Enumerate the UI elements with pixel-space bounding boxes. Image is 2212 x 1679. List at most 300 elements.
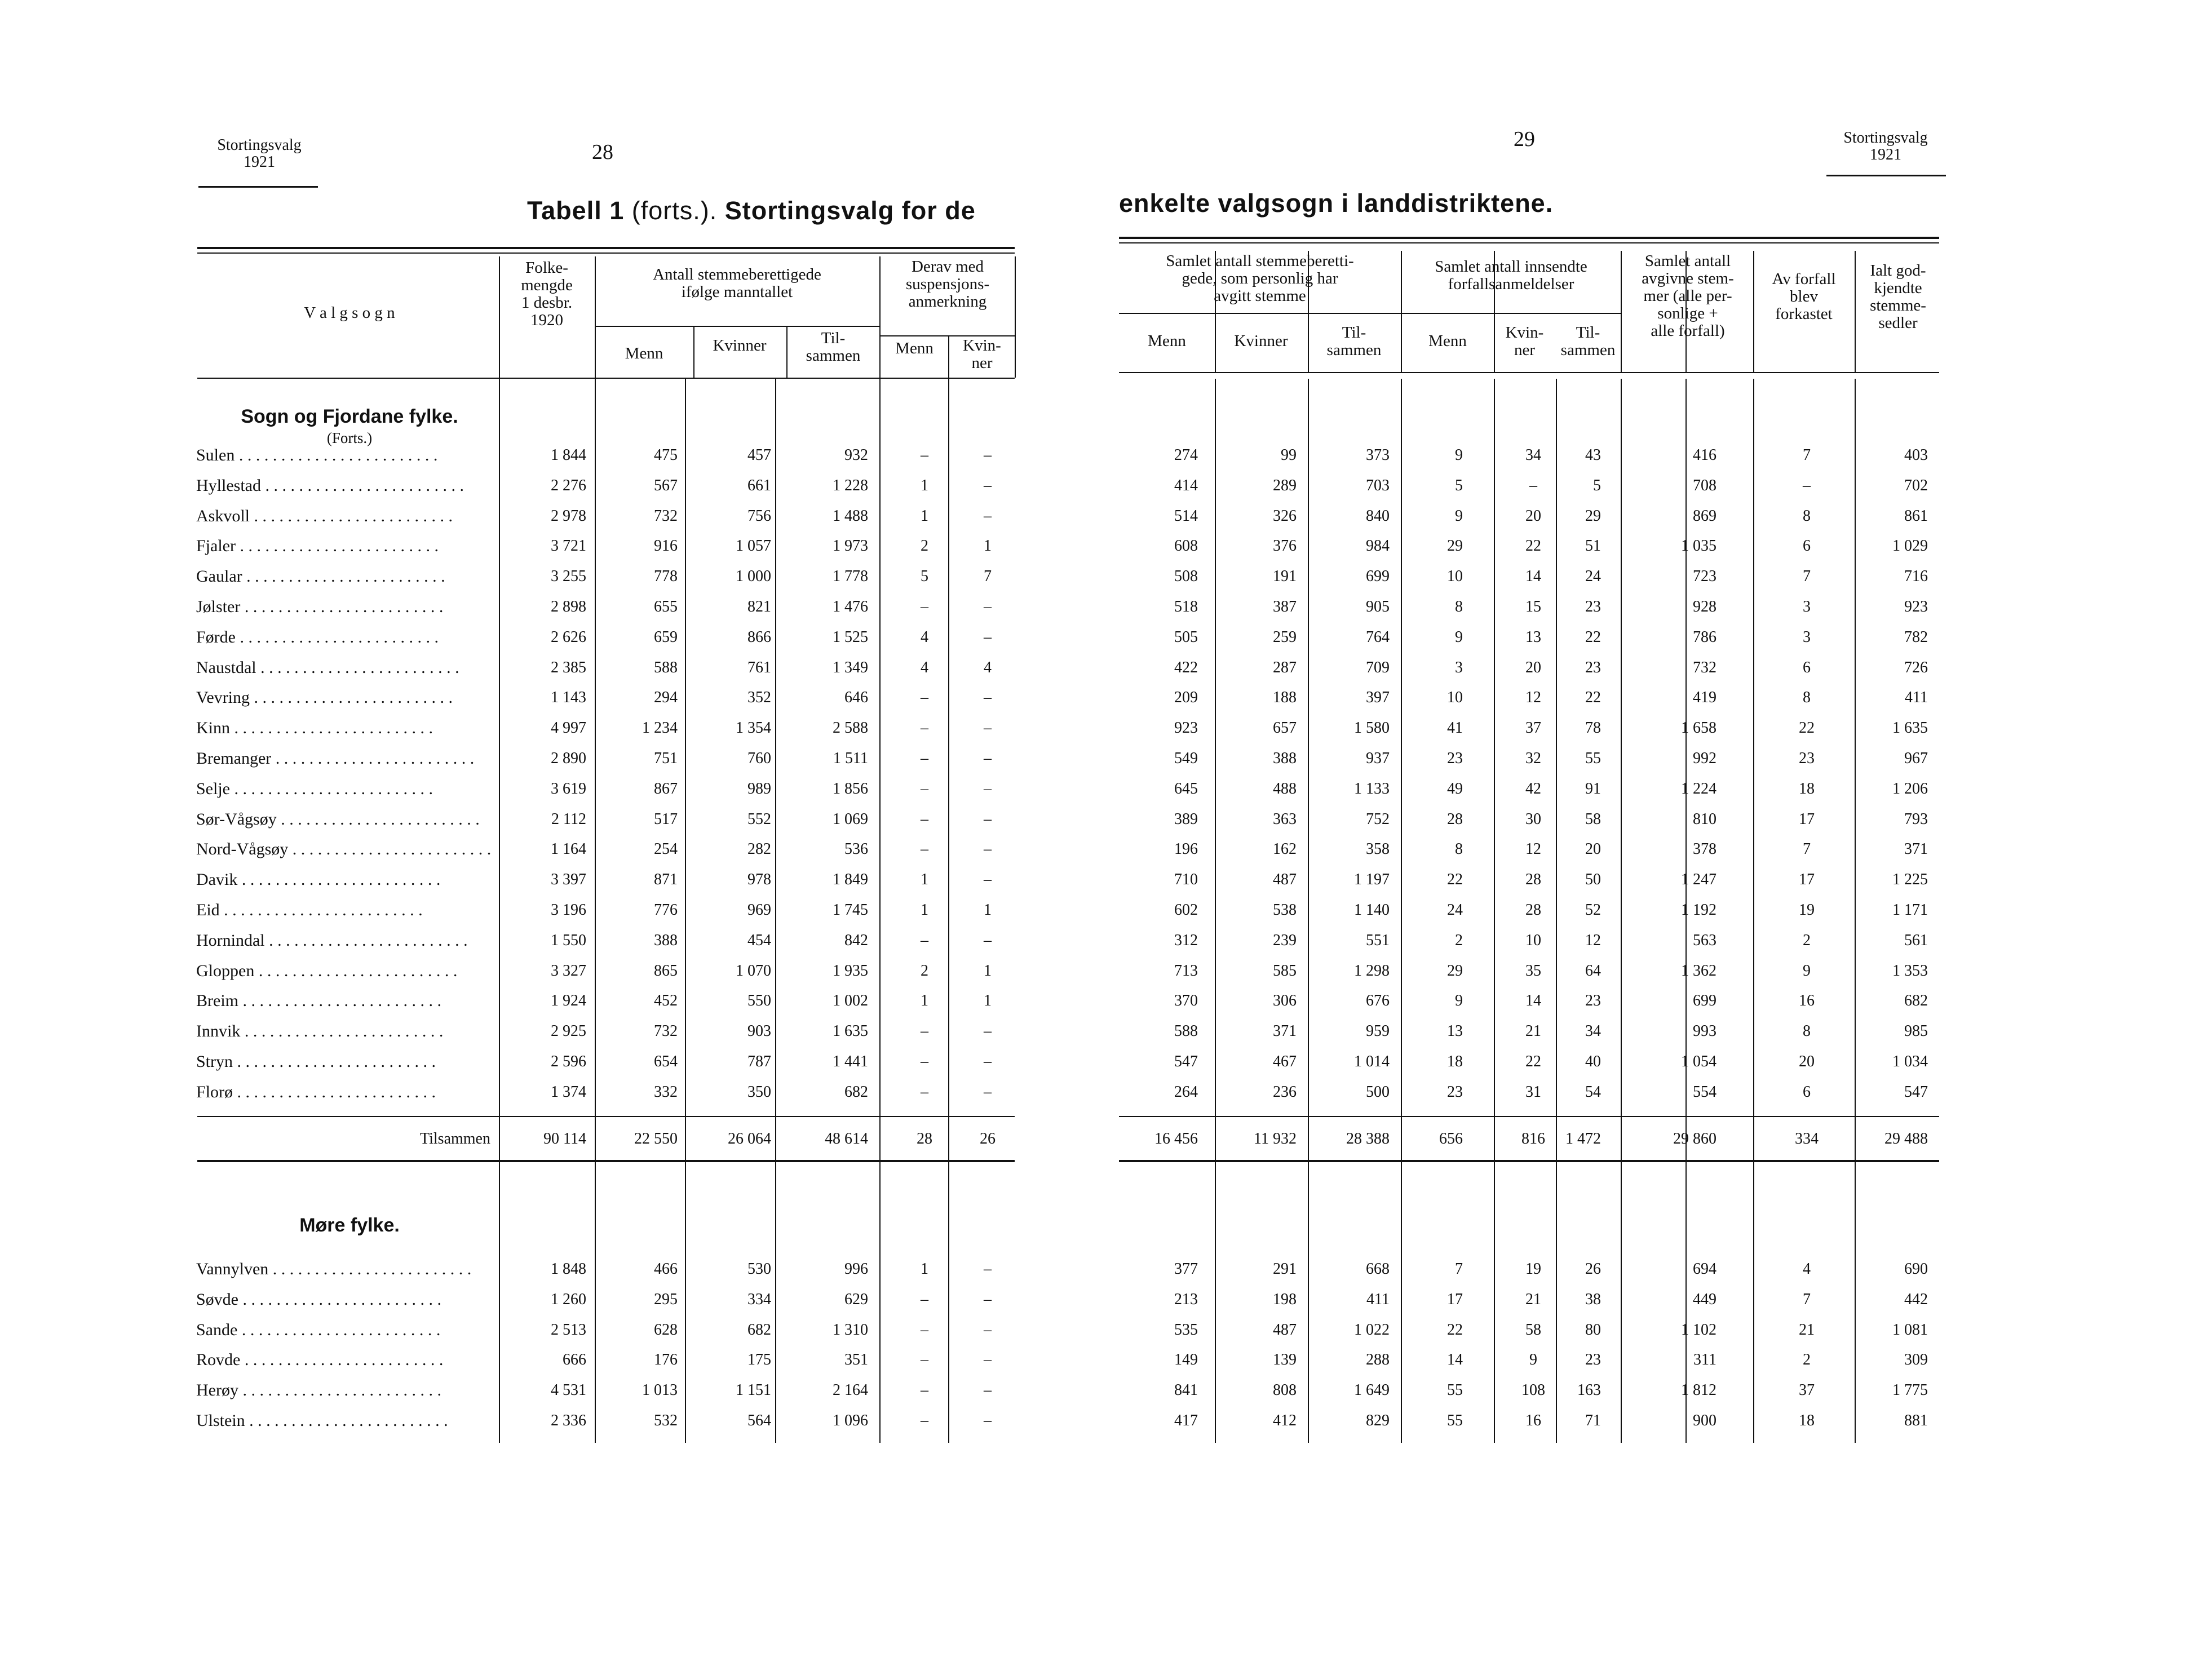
row-name: Vannylven . . . . . . . . . . . . . . . . . . . . . . . . bbox=[196, 1260, 472, 1278]
table-cell: 567 bbox=[654, 476, 678, 494]
table-cell: 1 192 bbox=[1681, 901, 1716, 919]
table-cell: – bbox=[984, 1351, 992, 1369]
table-cell: 51 bbox=[1585, 537, 1601, 555]
table-cell: 866 bbox=[747, 628, 771, 646]
table-cell: 55 bbox=[1585, 750, 1601, 767]
table-cell: 10 bbox=[1447, 568, 1463, 586]
right-running-head-year: 1921 bbox=[1870, 146, 1901, 163]
row-name: Selje . . . . . . . . . . . . . . . . . . . . . . . . bbox=[196, 779, 433, 798]
table-cell: 23 bbox=[1585, 1351, 1601, 1369]
table-cell: 291 bbox=[1273, 1260, 1297, 1278]
table-cell: 1 525 bbox=[833, 628, 868, 646]
table-cell: – bbox=[921, 840, 928, 858]
table-cell: 162 bbox=[1273, 840, 1297, 858]
table-cell: 654 bbox=[654, 1053, 678, 1070]
column-rule bbox=[1494, 379, 1495, 1161]
table-cell: 756 bbox=[747, 507, 771, 525]
table-cell: 28 bbox=[1447, 810, 1463, 828]
table-cell: 682 bbox=[1904, 992, 1928, 1010]
table-cell: 1 844 bbox=[551, 446, 586, 464]
table-cell: 710 bbox=[1174, 871, 1198, 889]
header-kvinner: Kvinner bbox=[713, 336, 767, 355]
table-cell: 1 745 bbox=[833, 901, 868, 919]
table-cell: 2 336 bbox=[551, 1412, 586, 1429]
table-cell: 2 bbox=[1803, 931, 1811, 949]
column-rule bbox=[786, 327, 788, 378]
table-cell: 708 bbox=[1693, 476, 1716, 494]
row-name: Naustdal . . . . . . . . . . . . . . . . . . . . . . . . bbox=[196, 658, 459, 677]
table-cell: 778 bbox=[654, 568, 678, 586]
table-cell: 1 bbox=[921, 901, 928, 919]
header-f-tilsammen: Til- sammen bbox=[1560, 324, 1616, 359]
total-top-rule-right bbox=[1119, 1116, 1939, 1117]
table-cell: 295 bbox=[654, 1290, 678, 1308]
table-cell: 23 bbox=[1447, 1083, 1463, 1101]
row-name: Herøy . . . . . . . . . . . . . . . . . . . . . . . . bbox=[196, 1381, 441, 1400]
table-cell: 3 196 bbox=[551, 901, 586, 919]
table-cell: 24 bbox=[1585, 568, 1601, 586]
row-name: Hornindal . . . . . . . . . . . . . . . . . . . . . . . . bbox=[196, 931, 468, 950]
table-cell: 397 bbox=[1366, 689, 1390, 707]
table-cell: 514 bbox=[1174, 507, 1198, 525]
table-cell: 487 bbox=[1273, 1321, 1297, 1339]
section-title-more: Møre fylke. bbox=[299, 1215, 400, 1236]
table-cell: 467 bbox=[1273, 1053, 1297, 1070]
row-name: Søvde . . . . . . . . . . . . . . . . . . . . . . . . bbox=[196, 1290, 441, 1309]
section-title-sogn: Sogn og Fjordane fylke. bbox=[241, 406, 458, 427]
right-page-number: 29 bbox=[1514, 127, 1535, 151]
table-cell: 12 bbox=[1585, 931, 1601, 949]
table-cell: 881 bbox=[1904, 1412, 1928, 1429]
table-cell: 996 bbox=[844, 1260, 868, 1278]
table-cell: 867 bbox=[654, 779, 678, 798]
table-cell: 969 bbox=[747, 901, 771, 919]
table-cell: 236 bbox=[1273, 1083, 1297, 1101]
table-cell: 552 bbox=[747, 810, 771, 828]
table-cell: 4 531 bbox=[551, 1381, 586, 1399]
table-cell: 1 140 bbox=[1354, 901, 1390, 919]
table-cell: 861 bbox=[1904, 507, 1928, 525]
table-cell: 12 bbox=[1525, 689, 1541, 707]
table-cell: – bbox=[984, 598, 992, 615]
table-cell: 1 151 bbox=[736, 1381, 771, 1399]
table-cell: 22 bbox=[1447, 871, 1463, 889]
table-cell: 1 197 bbox=[1354, 871, 1390, 889]
table-cell: 452 bbox=[654, 992, 678, 1010]
row-name: Vevring . . . . . . . . . . . . . . . . . . . . . . . . bbox=[196, 688, 453, 707]
table-cell: 18 bbox=[1799, 779, 1815, 798]
table-cell: 1 310 bbox=[833, 1321, 868, 1339]
table-cell: – bbox=[984, 1083, 992, 1101]
table-cell: 2 385 bbox=[551, 658, 586, 676]
table-cell: 387 bbox=[1273, 598, 1297, 615]
row-name: Innvik . . . . . . . . . . . . . . . . . . . . . . . . bbox=[196, 1022, 444, 1041]
table-cell: 1 014 bbox=[1354, 1053, 1390, 1070]
table-cell: 978 bbox=[747, 871, 771, 889]
row-name: Fjaler . . . . . . . . . . . . . . . . . . . . . . . . bbox=[196, 537, 439, 556]
table-cell: 376 bbox=[1273, 537, 1297, 555]
table-cell: 760 bbox=[747, 750, 771, 767]
table-cell: 442 bbox=[1904, 1290, 1928, 1308]
table-cell: 20 bbox=[1799, 1053, 1815, 1070]
table-cell: 176 bbox=[654, 1351, 678, 1369]
title-paren: (forts.). bbox=[631, 196, 718, 225]
table-cell: 2 978 bbox=[551, 507, 586, 525]
header-valgsogn: V a l g s o g n bbox=[304, 304, 395, 322]
table-cell: 1 bbox=[984, 901, 992, 919]
table-cell: 703 bbox=[1366, 476, 1390, 494]
table-cell: 668 bbox=[1366, 1260, 1390, 1278]
table-cell: 532 bbox=[654, 1412, 678, 1429]
table-cell: 14 bbox=[1525, 568, 1541, 586]
table-cell: 311 bbox=[1693, 1351, 1716, 1369]
table-cell: 29 bbox=[1447, 962, 1463, 980]
table-cell: 2 588 bbox=[833, 719, 868, 737]
table-cell: 659 bbox=[654, 628, 678, 646]
table-cell: – bbox=[984, 871, 992, 889]
table-cell: 50 bbox=[1585, 871, 1601, 889]
table-cell: 188 bbox=[1273, 689, 1297, 707]
row-name: Stryn . . . . . . . . . . . . . . . . . . . . . . . . bbox=[196, 1052, 436, 1071]
table-cell: 91 bbox=[1585, 779, 1601, 798]
table-cell: 923 bbox=[1904, 598, 1928, 615]
table-cell: 923 bbox=[1174, 719, 1198, 737]
total-cell: 1 472 bbox=[1565, 1130, 1601, 1148]
table-cell: – bbox=[984, 840, 992, 858]
table-cell: 690 bbox=[1904, 1260, 1928, 1278]
table-cell: 1 973 bbox=[833, 537, 868, 555]
table-cell: 699 bbox=[1366, 568, 1390, 586]
table-cell: 306 bbox=[1273, 992, 1297, 1010]
table-cell: 19 bbox=[1799, 901, 1815, 919]
table-cell: – bbox=[921, 1412, 928, 1429]
table-cell: – bbox=[921, 1290, 928, 1308]
table-cell: 34 bbox=[1525, 446, 1541, 464]
table-cell: – bbox=[1529, 476, 1537, 494]
table-cell: 12 bbox=[1525, 840, 1541, 858]
table-cell: 1 bbox=[921, 507, 928, 525]
table-cell: 764 bbox=[1366, 628, 1390, 646]
table-cell: 289 bbox=[1273, 476, 1297, 494]
table-cell: 1 349 bbox=[833, 658, 868, 676]
table-cell: 2 bbox=[921, 537, 928, 555]
table-cell: 1 511 bbox=[833, 750, 868, 767]
total-cell: 28 388 bbox=[1346, 1130, 1390, 1148]
table-cell: 1 924 bbox=[551, 992, 586, 1010]
table-cell: 17 bbox=[1799, 871, 1815, 889]
table-cell: 1 069 bbox=[833, 810, 868, 828]
table-cell: 239 bbox=[1273, 931, 1297, 949]
table-cell: 1 849 bbox=[833, 871, 868, 889]
table-cell: 49 bbox=[1447, 779, 1463, 798]
table-cell: 487 bbox=[1273, 871, 1297, 889]
table-cell: 17 bbox=[1447, 1290, 1463, 1308]
table-cell: 967 bbox=[1904, 750, 1928, 767]
table-cell: 1 070 bbox=[736, 962, 771, 980]
table-cell: 869 bbox=[1693, 507, 1716, 525]
table-cell: 821 bbox=[747, 598, 771, 615]
table-cell: 18 bbox=[1447, 1053, 1463, 1070]
total-cell: 26 064 bbox=[728, 1130, 771, 1148]
table-cell: 21 bbox=[1799, 1321, 1815, 1339]
table-cell: 259 bbox=[1273, 628, 1297, 646]
table-cell: 42 bbox=[1525, 779, 1541, 798]
table-cell: 530 bbox=[747, 1260, 771, 1278]
row-name: Rovde . . . . . . . . . . . . . . . . . . . . . . . . bbox=[196, 1350, 444, 1370]
table-cell: 26 bbox=[1585, 1260, 1601, 1278]
table-cell: 416 bbox=[1693, 446, 1716, 464]
table-cell: 810 bbox=[1693, 810, 1716, 828]
table-cell: 2 bbox=[921, 962, 928, 980]
table-cell: 363 bbox=[1273, 810, 1297, 828]
table-cell: 550 bbox=[747, 992, 771, 1010]
table-cell: 373 bbox=[1366, 446, 1390, 464]
table-cell: 1 856 bbox=[833, 779, 868, 798]
table-cell: 7 bbox=[1803, 446, 1811, 464]
table-cell: 1 bbox=[921, 476, 928, 494]
table-cell: 19 bbox=[1525, 1260, 1541, 1278]
table-cell: 3 bbox=[1455, 658, 1463, 676]
row-name: Askvoll . . . . . . . . . . . . . . . . . . . . . . . . bbox=[196, 506, 453, 525]
table-cell: 989 bbox=[747, 779, 771, 798]
table-cell: 71 bbox=[1585, 1412, 1601, 1429]
table-cell: – bbox=[984, 1022, 992, 1040]
table-cell: 1 374 bbox=[551, 1083, 586, 1101]
table-cell: 371 bbox=[1273, 1022, 1297, 1040]
table-cell: 388 bbox=[654, 931, 678, 949]
left-page-number: 28 bbox=[592, 140, 613, 164]
table-cell: 30 bbox=[1525, 810, 1541, 828]
right-running-head bbox=[1821, 130, 1950, 163]
table-cell: 1 550 bbox=[551, 931, 586, 949]
table-cell: 1 002 bbox=[833, 992, 868, 1010]
table-cell: 937 bbox=[1366, 750, 1390, 767]
table-cell: 932 bbox=[844, 446, 868, 464]
table-cell: 4 bbox=[1803, 1260, 1811, 1278]
table-cell: 16 bbox=[1525, 1412, 1541, 1429]
table-cell: 58 bbox=[1585, 810, 1601, 828]
row-name: Florø . . . . . . . . . . . . . . . . . . . . . . . . bbox=[196, 1082, 436, 1101]
table-cell: 1 649 bbox=[1354, 1381, 1390, 1399]
table-cell: 1 635 bbox=[833, 1022, 868, 1040]
table-cell: 588 bbox=[1174, 1022, 1198, 1040]
table-cell: 377 bbox=[1174, 1260, 1198, 1278]
table-cell: 23 bbox=[1585, 658, 1601, 676]
table-cell: – bbox=[984, 628, 992, 646]
table-cell: 9 bbox=[1455, 628, 1463, 646]
left-running-head-year: 1921 bbox=[244, 153, 275, 171]
table-cell: – bbox=[984, 507, 992, 525]
left-title bbox=[527, 196, 976, 225]
right-top-rule bbox=[1119, 237, 1939, 239]
left-running-head bbox=[194, 137, 324, 171]
table-cell: – bbox=[921, 750, 928, 767]
table-cell: 2 513 bbox=[551, 1321, 586, 1339]
table-cell: 7 bbox=[1803, 568, 1811, 586]
table-cell: 414 bbox=[1174, 476, 1198, 494]
header-f-kvinner: Kvin- ner bbox=[1505, 324, 1544, 359]
table-cell: 588 bbox=[654, 658, 678, 676]
table-cell: 841 bbox=[1174, 1381, 1198, 1399]
table-cell: 1 441 bbox=[833, 1053, 868, 1070]
table-cell: 419 bbox=[1693, 689, 1716, 707]
total-label: Tilsammen bbox=[420, 1130, 490, 1148]
table-cell: 903 bbox=[747, 1022, 771, 1040]
table-cell: – bbox=[921, 1022, 928, 1040]
table-cell: 282 bbox=[747, 840, 771, 858]
table-cell: 1 225 bbox=[1892, 871, 1928, 889]
table-cell: 1 812 bbox=[1681, 1381, 1716, 1399]
row-name: Ulstein . . . . . . . . . . . . . . . . . . . . . . . . bbox=[196, 1411, 448, 1430]
table-cell: 350 bbox=[747, 1083, 771, 1101]
table-cell: 16 bbox=[1799, 992, 1815, 1010]
column-rule bbox=[1753, 1162, 1754, 1443]
row-name: Nord-Vågsøy . . . . . . . . . . . . . . . . . . . . . . . . bbox=[196, 840, 492, 859]
table-cell: 694 bbox=[1693, 1260, 1716, 1278]
left-header-bottom-rule bbox=[197, 378, 1015, 379]
table-cell: 417 bbox=[1174, 1412, 1198, 1429]
table-cell: – bbox=[984, 1381, 992, 1399]
table-cell: – bbox=[921, 1321, 928, 1339]
header-folkemengde: Folke- mengde 1 desbr. 1920 bbox=[521, 259, 573, 329]
total-cell: 11 932 bbox=[1254, 1130, 1297, 1148]
table-cell: 209 bbox=[1174, 689, 1198, 707]
table-cell: 842 bbox=[844, 931, 868, 949]
table-cell: – bbox=[921, 810, 928, 828]
table-cell: 8 bbox=[1455, 598, 1463, 615]
header-antall-group: Antall stemmeberettigede ifølge manntallet bbox=[653, 265, 821, 301]
table-cell: 1 096 bbox=[833, 1412, 868, 1429]
table-cell: 1 260 bbox=[551, 1290, 586, 1308]
row-name: Breim . . . . . . . . . . . . . . . . . . . . . . . . bbox=[196, 991, 441, 1011]
table-cell: 7 bbox=[1803, 1290, 1811, 1308]
table-cell: 37 bbox=[1799, 1381, 1815, 1399]
table-cell: 716 bbox=[1904, 568, 1928, 586]
table-cell: – bbox=[921, 779, 928, 798]
table-cell: – bbox=[921, 446, 928, 464]
header-p-menn: Menn bbox=[1148, 332, 1186, 350]
table-cell: – bbox=[921, 598, 928, 615]
table-cell: 732 bbox=[654, 1022, 678, 1040]
table-cell: 1 362 bbox=[1681, 962, 1716, 980]
table-cell: 254 bbox=[654, 840, 678, 858]
table-cell: 535 bbox=[1174, 1321, 1198, 1339]
total-cell: 816 bbox=[1521, 1130, 1545, 1148]
table-cell: 563 bbox=[1693, 931, 1716, 949]
table-cell: 699 bbox=[1693, 992, 1716, 1010]
table-cell: 175 bbox=[747, 1351, 771, 1369]
table-cell: 40 bbox=[1585, 1053, 1601, 1070]
table-cell: 2 276 bbox=[551, 476, 586, 494]
table-cell: 22 bbox=[1447, 1321, 1463, 1339]
table-cell: 58 bbox=[1525, 1321, 1541, 1339]
table-cell: 8 bbox=[1803, 507, 1811, 525]
table-cell: 676 bbox=[1366, 992, 1390, 1010]
table-cell: 43 bbox=[1585, 446, 1601, 464]
table-cell: 351 bbox=[844, 1351, 868, 1369]
table-cell: 8 bbox=[1803, 1022, 1811, 1040]
table-cell: 682 bbox=[844, 1083, 868, 1101]
table-cell: 1 bbox=[984, 962, 992, 980]
table-cell: 508 bbox=[1174, 568, 1198, 586]
table-cell: 15 bbox=[1525, 598, 1541, 615]
right-top-rule-thin bbox=[1119, 242, 1939, 243]
table-cell: 264 bbox=[1174, 1083, 1198, 1101]
header-forkastet: Av forfall blev forkastet bbox=[1772, 270, 1836, 323]
table-cell: 984 bbox=[1366, 537, 1390, 555]
table-cell: 411 bbox=[1905, 689, 1928, 707]
table-cell: 41 bbox=[1447, 719, 1463, 737]
table-cell: – bbox=[921, 689, 928, 707]
table-cell: 959 bbox=[1366, 1022, 1390, 1040]
header-samlet-avgivne: Samlet antall avgivne stem- mer (alle per- sonlige + alle forfall) bbox=[1642, 252, 1734, 340]
table-cell: 900 bbox=[1693, 1412, 1716, 1429]
table-cell: 22 bbox=[1585, 628, 1601, 646]
table-cell: 371 bbox=[1904, 840, 1928, 858]
table-cell: 585 bbox=[1273, 962, 1297, 980]
table-cell: 55 bbox=[1447, 1412, 1463, 1429]
section-subtitle-forts: (Forts.) bbox=[326, 429, 373, 446]
table-cell: 326 bbox=[1273, 507, 1297, 525]
table-cell: 1 224 bbox=[1681, 779, 1716, 798]
table-cell: 28 bbox=[1525, 901, 1541, 919]
table-cell: 518 bbox=[1174, 598, 1198, 615]
table-cell: 4 bbox=[984, 658, 992, 676]
table-cell: 661 bbox=[747, 476, 771, 494]
table-cell: 1 bbox=[984, 537, 992, 555]
table-cell: 547 bbox=[1174, 1053, 1198, 1070]
table-cell: 370 bbox=[1174, 992, 1198, 1010]
table-cell: 22 bbox=[1585, 689, 1601, 707]
table-cell: 334 bbox=[747, 1290, 771, 1308]
table-cell: 4 997 bbox=[551, 719, 586, 737]
table-cell: 732 bbox=[654, 507, 678, 525]
table-cell: 17 bbox=[1799, 810, 1815, 828]
table-cell: 139 bbox=[1273, 1351, 1297, 1369]
table-cell: 536 bbox=[844, 840, 868, 858]
table-cell: 18 bbox=[1799, 1412, 1815, 1429]
left-head-rule bbox=[198, 186, 318, 188]
table-cell: 388 bbox=[1273, 750, 1297, 767]
header-forfall-group: Samlet antall innsendte forfallsanmeldelser bbox=[1435, 258, 1587, 293]
total-cell: 656 bbox=[1439, 1130, 1463, 1148]
row-name: Eid . . . . . . . . . . . . . . . . . . . . . . . . bbox=[196, 901, 423, 919]
table-cell: 1 635 bbox=[1892, 719, 1928, 737]
table-cell: – bbox=[984, 689, 992, 707]
table-cell: 99 bbox=[1281, 446, 1297, 464]
header-derav-menn: Menn bbox=[895, 339, 934, 357]
table-cell: 9 bbox=[1455, 992, 1463, 1010]
table-cell: 1 476 bbox=[833, 598, 868, 615]
total-cell: 22 550 bbox=[634, 1130, 678, 1148]
table-cell: 2 626 bbox=[551, 628, 586, 646]
table-cell: 840 bbox=[1366, 507, 1390, 525]
table-cell: 287 bbox=[1273, 658, 1297, 676]
table-cell: 5 bbox=[1455, 476, 1463, 494]
table-cell: 726 bbox=[1904, 658, 1928, 676]
table-cell: 7 bbox=[1455, 1260, 1463, 1278]
table-cell: 24 bbox=[1447, 901, 1463, 919]
table-cell: 928 bbox=[1693, 598, 1716, 615]
forfall-group-rule bbox=[1401, 313, 1621, 314]
table-cell: 35 bbox=[1525, 962, 1541, 980]
row-name: Gloppen . . . . . . . . . . . . . . . . . . . . . . . . bbox=[196, 961, 458, 980]
table-cell: 1 102 bbox=[1681, 1321, 1716, 1339]
table-cell: 713 bbox=[1174, 962, 1198, 980]
table-cell: 34 bbox=[1585, 1022, 1601, 1040]
table-cell: 1 013 bbox=[642, 1381, 678, 1399]
table-cell: 2 925 bbox=[551, 1022, 586, 1040]
